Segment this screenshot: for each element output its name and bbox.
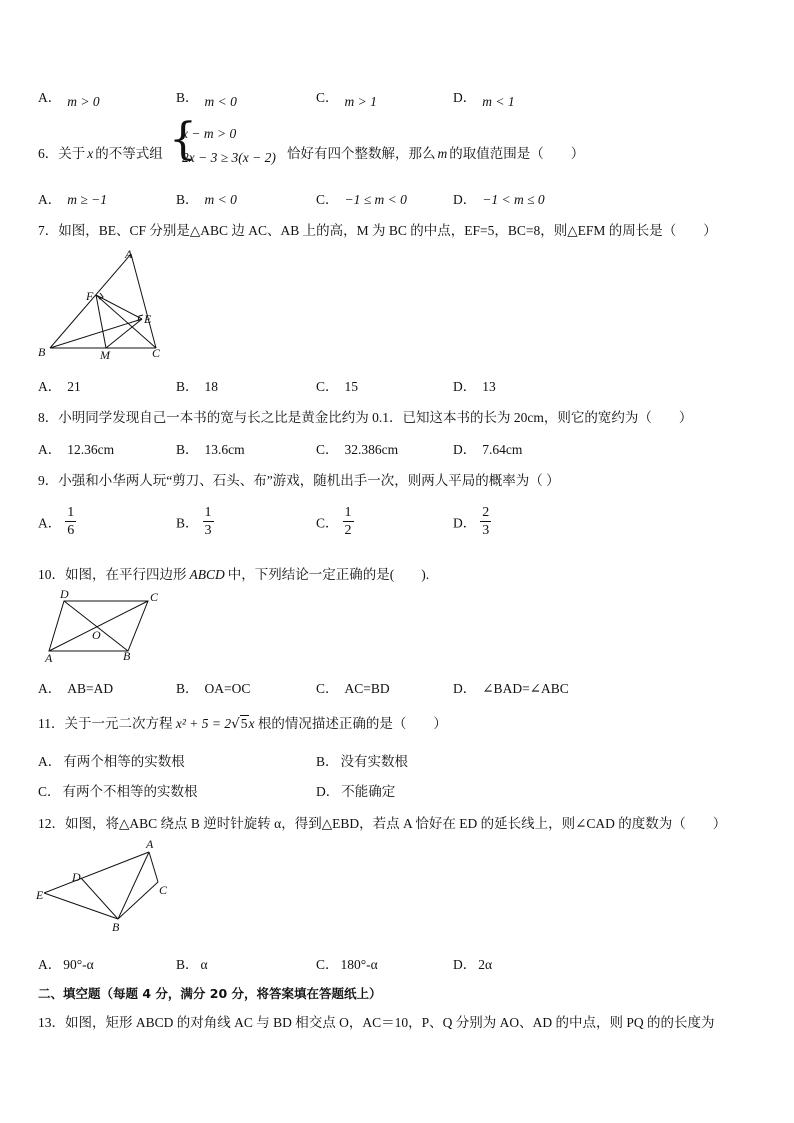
q8-option-c[interactable]: C． 32.386cm <box>316 442 399 457</box>
q9-option-b[interactable]: B． $\frac{1}{3}$ <box>176 505 212 538</box>
q11-stem: 11．关于一元二次方程 x² + 5 = 2√5x 根的情况描述正确的是（ ） <box>38 716 447 732</box>
q7-label-b: B <box>38 345 46 359</box>
q7-option-a[interactable]: A． 21 <box>38 379 81 394</box>
q7-stem: 7．如图，BE、CF 分别是△ABC 边 AC、AB 上的高，M 为 BC 的中点，EF=5，BC=8，则△EFM 的周长是（ ） <box>38 223 717 238</box>
q12-option-b[interactable]: B． α <box>176 957 208 972</box>
q11-equation-lhs: x² + 5 = 2 <box>175 716 232 731</box>
q6-brace-icon: { <box>169 114 197 165</box>
q5-option-c[interactable]: C． m > 1 <box>316 90 377 109</box>
q6-inequality-2: 2x − 3 ≥ 3(x − 2) <box>182 150 276 165</box>
q12-label-c: C <box>159 883 168 897</box>
q7-label-m: M <box>100 348 110 362</box>
q12-stem: 12．如图，将△ABC 绕点 B 逆时针旋转 α，得到△EBD，若点 A 恰好在 ED 的延长线上，则∠CAD 的度数为（ ） <box>38 816 727 831</box>
q12-option-a[interactable]: A． 90°-α <box>38 957 94 972</box>
q9-option-a[interactable]: A． $\frac{1}{6}$ <box>38 505 75 538</box>
q7-label-e: E <box>144 312 152 326</box>
q6-option-a[interactable]: A． m ≥ −1 <box>38 192 108 207</box>
q7-label-a: A <box>125 247 133 261</box>
q9-option-c[interactable]: C． $\frac{1}{2}$ <box>316 505 352 538</box>
q12-figure <box>34 836 174 936</box>
q6-option-b[interactable]: B． m < 0 <box>176 192 237 207</box>
q9-fraction-a: $\frac{1}{6}$ <box>67 505 75 538</box>
q12-option-d[interactable]: D． 2α <box>453 957 493 972</box>
q9-stem: 9．小强和小华两人玩“剪刀、石头、布”游戏，随机出手一次，则两人平局的概率为（ ） <box>38 473 560 488</box>
q10-label-b: B <box>123 649 131 663</box>
q10-option-d[interactable]: D． ∠BAD=∠ABC <box>453 681 569 696</box>
q10-label-o: O <box>92 628 101 642</box>
q10-label-a: A <box>45 651 53 665</box>
q10-option-c[interactable]: C． AC=BD <box>316 681 390 696</box>
q12-label-a: A <box>146 837 154 851</box>
q10-stem: 10．如图，在平行四边形 ABCD 中，下列结论一定正确的是( ). <box>38 567 430 582</box>
q12-label-d: D <box>72 870 81 884</box>
q9-fraction-c: $\frac{1}{2}$ <box>344 505 352 538</box>
q10-option-b[interactable]: B． OA=OC <box>176 681 251 696</box>
q8-option-d[interactable]: D． 7.64cm <box>453 442 523 457</box>
q8-option-a[interactable]: A． 12.36cm <box>38 442 115 457</box>
sqrt-icon: √ <box>231 716 240 732</box>
q9-fraction-b: $\frac{1}{3}$ <box>204 505 212 538</box>
q13-stem: 13．如图，矩形 ABCD 的对角线 AC 与 BD 相交点 O，AC＝10，P、Q 分别为 AO、AD 的中点，则 PQ 的的长度为 <box>38 1015 715 1030</box>
q9-option-d[interactable]: D． $\frac{2}{3}$ <box>453 505 490 538</box>
q6-inequality-1: x − m > 0 <box>182 126 237 141</box>
q5-option-b[interactable]: B． m < 0 <box>176 90 237 109</box>
q6-stem-prefix: 6．关于 x 的不等式组 <box>38 146 163 161</box>
q7-figure <box>36 246 172 362</box>
q7-option-d[interactable]: D． 13 <box>453 379 496 394</box>
q6-stem-suffix: 恰好有四个整数解，那么 m 的取值范围是（ ） <box>287 146 585 161</box>
q7-option-c[interactable]: C． 15 <box>316 379 359 394</box>
q10-option-a[interactable]: A． AB=AD <box>38 681 114 696</box>
q11-option-c[interactable]: C． 有两个不相等的实数根 <box>38 784 198 799</box>
q6-option-d[interactable]: D． −1 < m ≤ 0 <box>453 192 545 207</box>
q10-label-d: D <box>60 588 69 601</box>
q7-label-f: F <box>86 289 94 303</box>
q7-label-c: C <box>152 346 161 360</box>
q8-stem: 8．小明同学发现自己一本书的宽与长之比是黄金比约为 0.1．已知这本书的长为 20cm，则它的宽约为（ ） <box>38 410 693 425</box>
q5-option-a[interactable]: A． m > 0 <box>38 90 100 109</box>
q11-option-a[interactable]: A． 有两个相等的实数根 <box>38 754 185 769</box>
q12-option-c[interactable]: C． 180°-α <box>316 957 378 972</box>
q11-option-b[interactable]: B． 没有实数根 <box>316 754 409 769</box>
q10-figure <box>42 588 168 666</box>
q7-option-b[interactable]: B． 18 <box>176 379 219 394</box>
q11-option-d[interactable]: D． 不能确定 <box>316 784 396 799</box>
q5-option-d[interactable]: D． m < 1 <box>453 90 515 109</box>
section-2-heading: 二、填空题（每题 4 分，满分 20 分，将答案填在答题纸上） <box>38 986 382 1001</box>
q6-option-c[interactable]: C． −1 ≤ m < 0 <box>316 192 407 207</box>
q12-label-b: B <box>112 920 120 934</box>
q10-label-c: C <box>150 590 159 604</box>
q9-fraction-d: $\frac{2}{3}$ <box>482 505 490 538</box>
q8-option-b[interactable]: B． 13.6cm <box>176 442 245 457</box>
q12-label-e: E <box>36 888 44 902</box>
